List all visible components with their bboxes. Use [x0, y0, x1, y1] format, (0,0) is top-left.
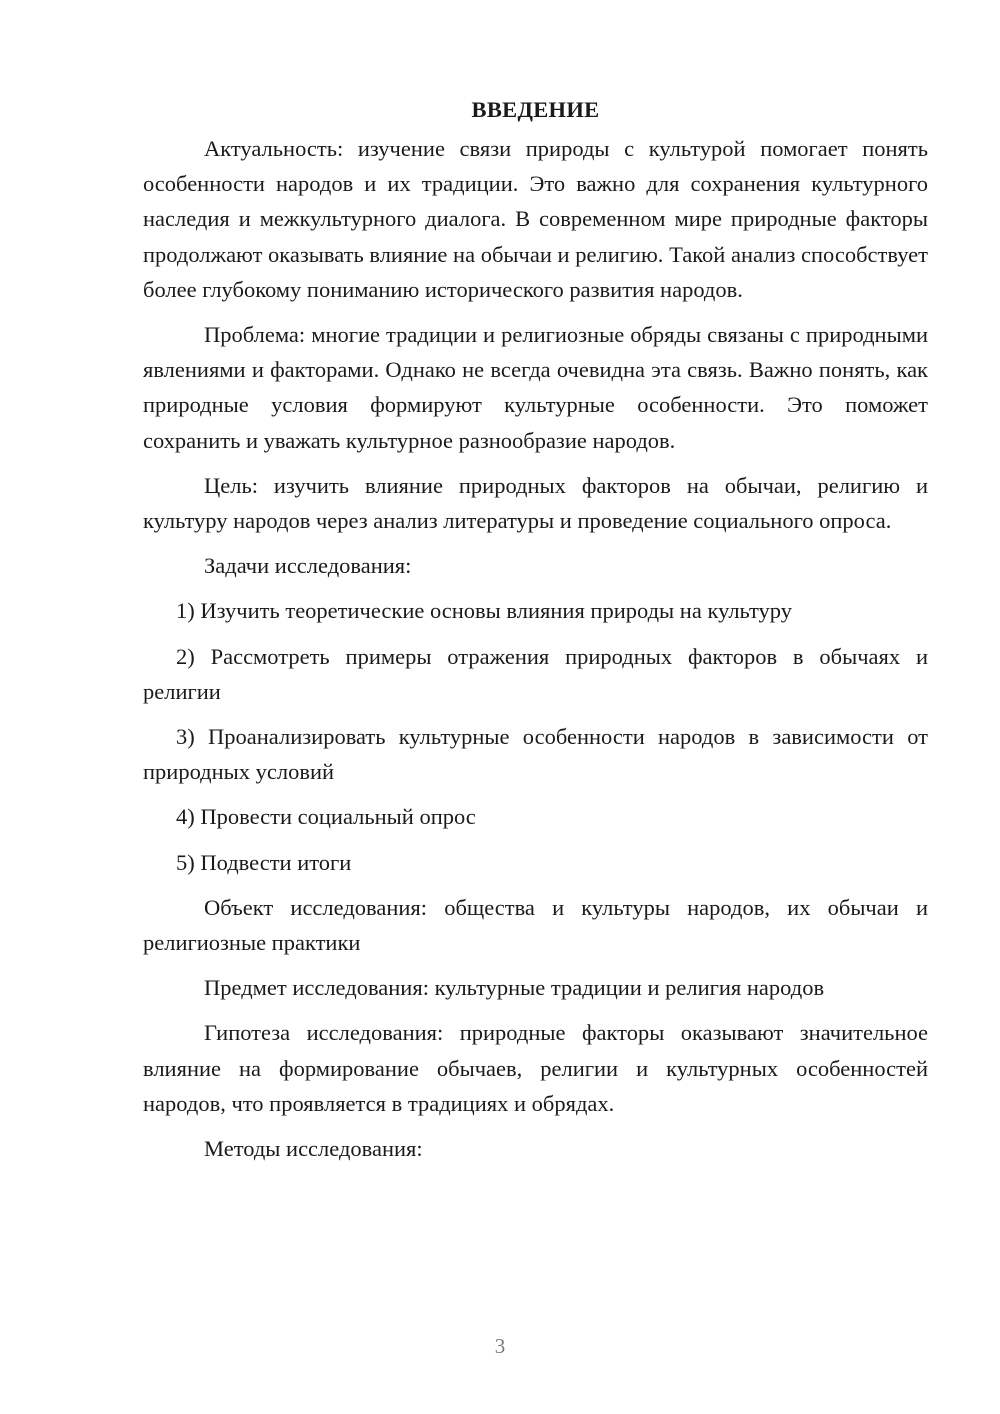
object-paragraph: Объект исследования: общества и культуры народов, их обычаи и религиозные практики [143, 894, 928, 956]
list-item: 2) Рассмотреть примеры отражения природных факторов в обычаях и религии [143, 643, 928, 704]
hypothesis-paragraph: Гипотеза исследования: природные факторы оказывают значительное влияние на формирование обычаев, религии и культурных особенностей народов, что проявляется в традициях и обрядах. [143, 1020, 928, 1116]
list-item: 1) Изучить теоретические основы влияния природы на культуру [176, 598, 792, 624]
list-item: 3) Проанализировать культурные особенности народов в зависимости от природных условий [143, 724, 928, 785]
tasks-list [143, 593, 928, 879]
page-number: 3 [494, 1334, 506, 1358]
section-title: ВВЕДЕНИЕ [471, 97, 600, 122]
list-item: 4) Провести социальный опрос [176, 804, 476, 830]
document-page [143, 92, 928, 1166]
list-item: 5) Подвести итоги [176, 849, 352, 875]
tasks-heading: Задачи исследования: [204, 553, 412, 579]
goal-paragraph: Цель: изучить влияние природных факторов на обычаи, религию и культуру народов через анализ литературы и проведение социального опроса. [143, 472, 928, 534]
relevance-paragraph: Актуальность: изучение связи природы с культурой помогает понять особенности народов и их традиции. Это важно для сохранения культурного наследия и межкультурного диалога. В современном мире природные факторы продолжают оказывать влияние на обычаи и религию. Такой анализ способствует более глубокому пониманию исторического развития народов. [143, 136, 928, 302]
methods-heading: Методы исследования: [204, 1136, 423, 1162]
subject-paragraph: Предмет исследования: культурные традиции и религия народов [204, 975, 825, 1001]
problem-paragraph: Проблема: многие традиции и религиозные обряды связаны с природными явлениями и факторами. Однако не всегда очевидна эта связь. Важно понять, как природные условия формируют культурные особенности. Это поможет сохранить и уважать культурное разнообразие народов. [143, 322, 928, 453]
